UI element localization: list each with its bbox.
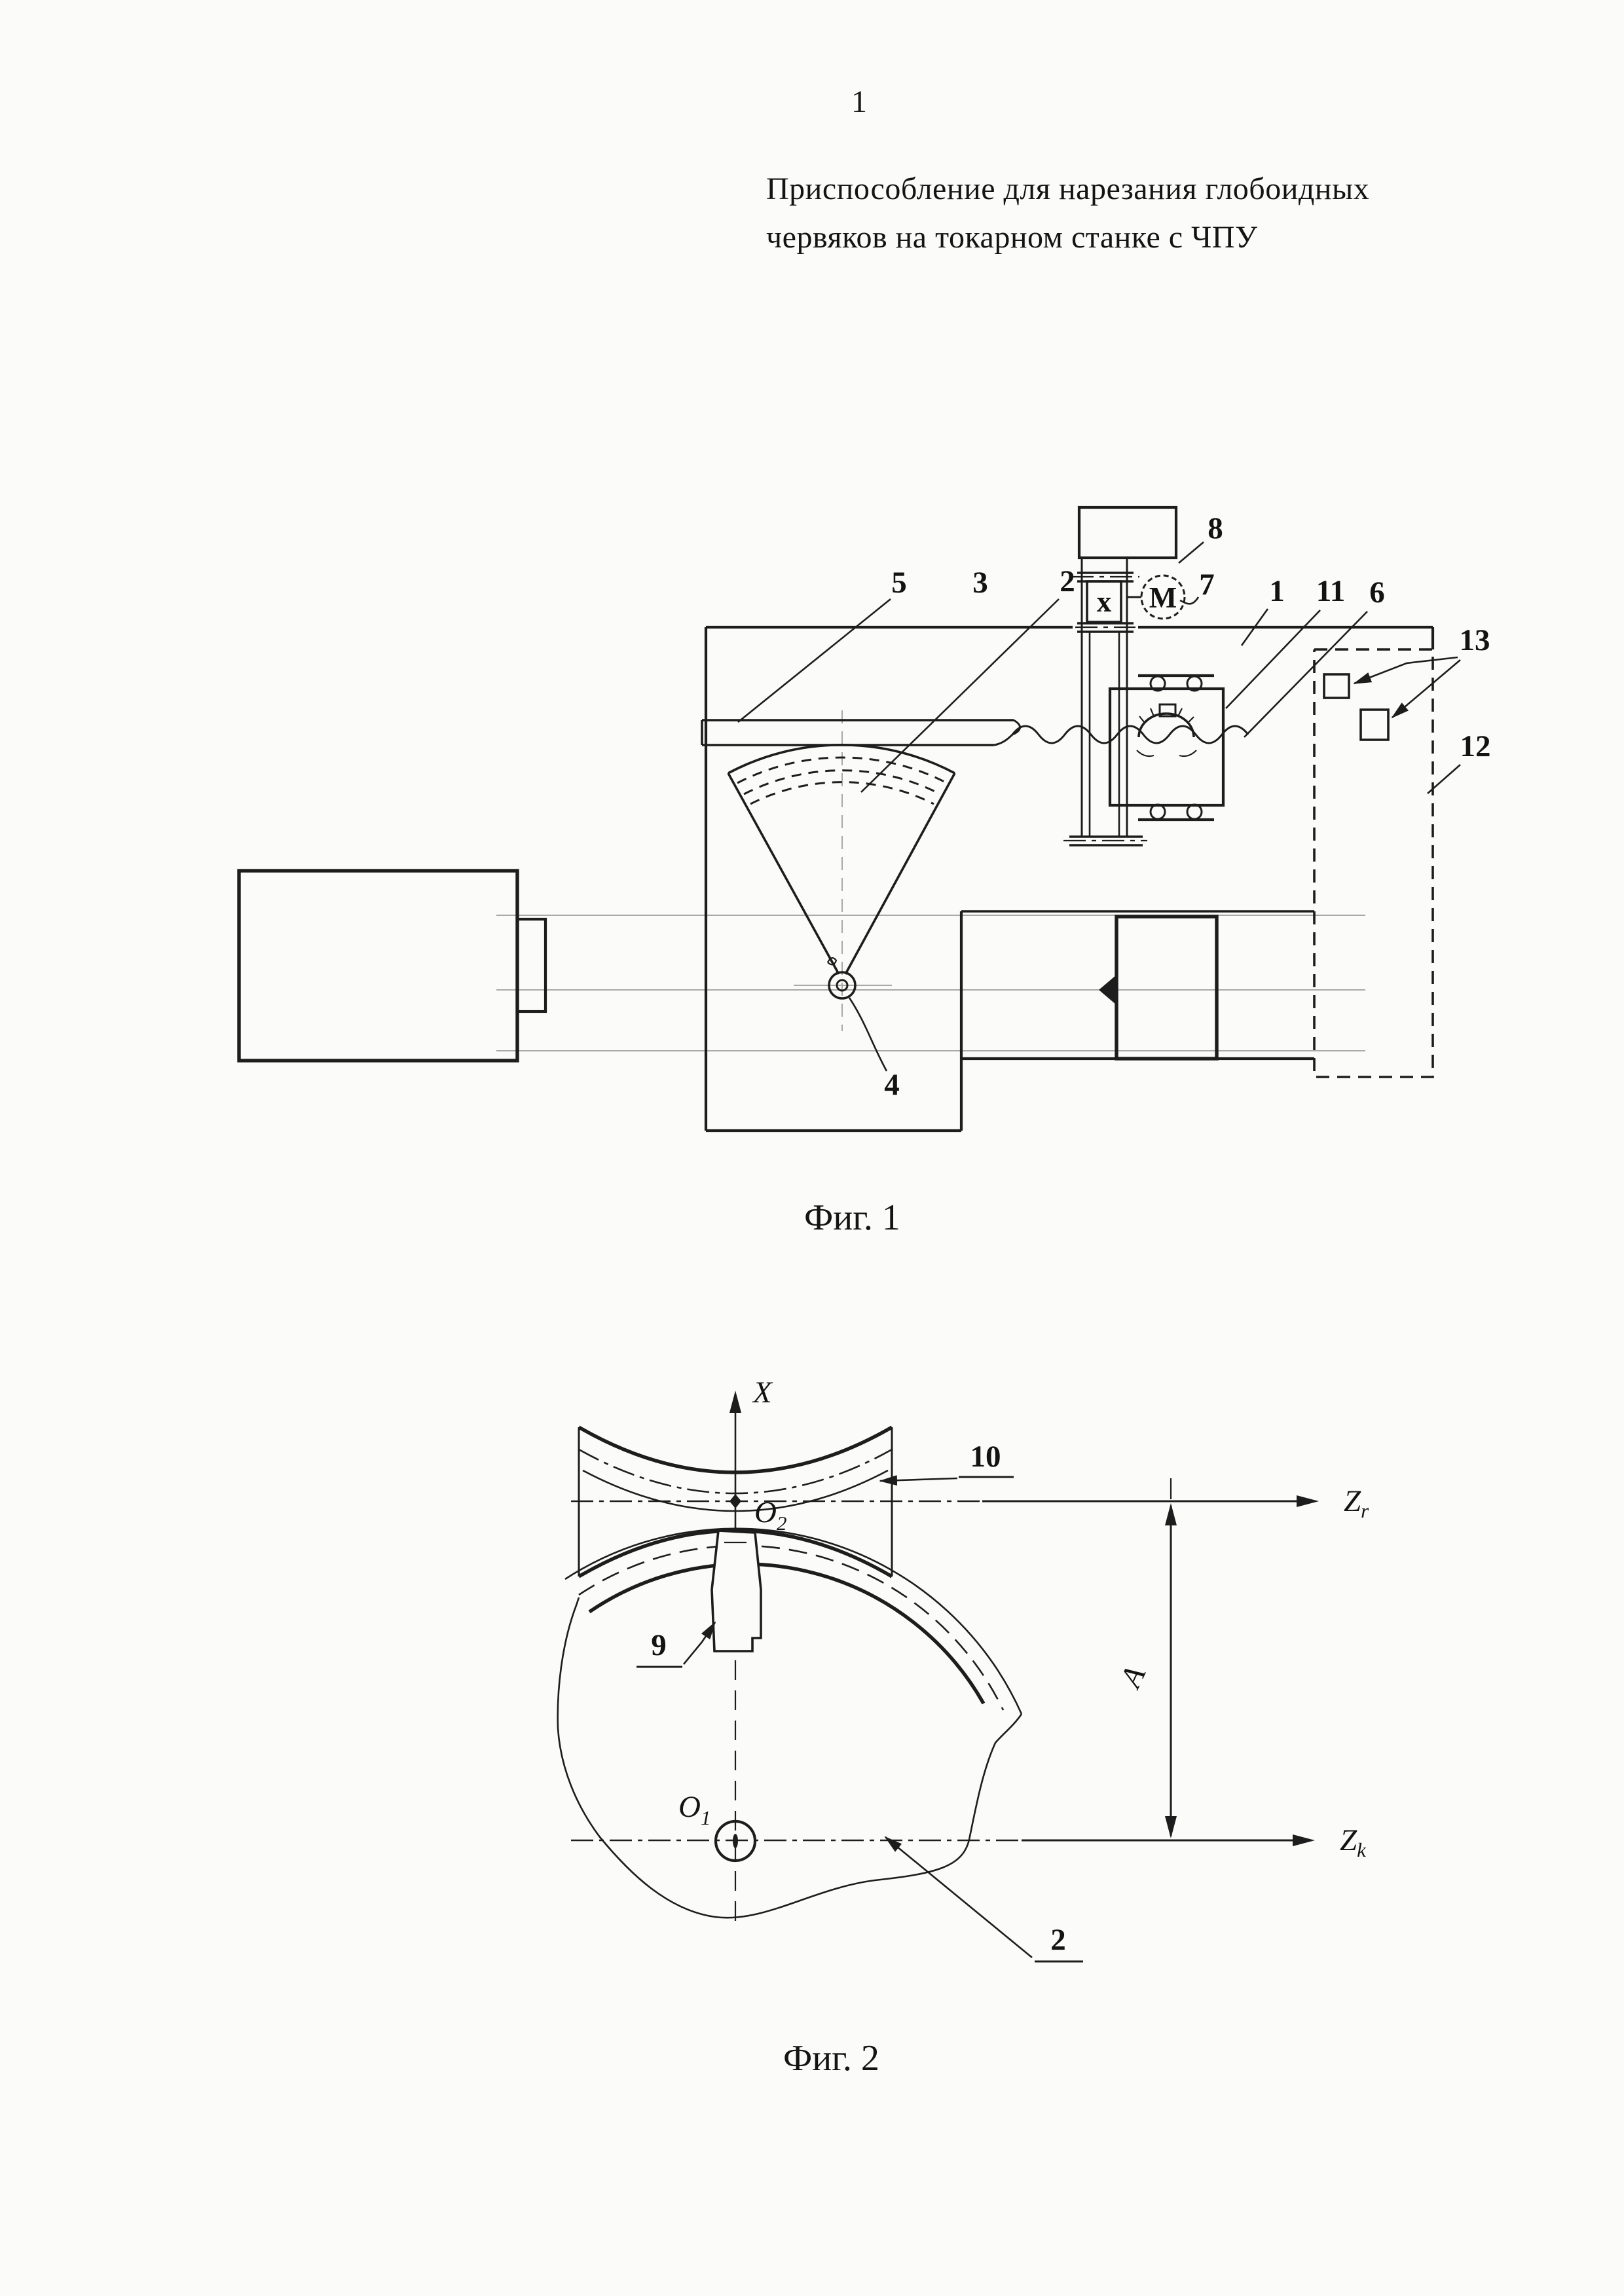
label-8: 8 xyxy=(1208,511,1223,545)
label-10: 10 xyxy=(970,1440,1001,1474)
x-axis-arrow-icon xyxy=(729,1391,741,1413)
label-4: 4 xyxy=(884,1068,900,1102)
tailstock-box xyxy=(1116,917,1217,1059)
machine-body-outline xyxy=(706,627,1433,1131)
bearing-roller-icon xyxy=(1187,805,1202,819)
zk-axis-arrow-icon xyxy=(1293,1834,1315,1846)
flexible-shaft-wavy xyxy=(1012,726,1248,743)
leader-13a xyxy=(1354,657,1458,683)
dimension-a xyxy=(1113,1478,1177,1838)
label-11: 11 xyxy=(1316,574,1346,608)
center-o2-marker xyxy=(729,1494,741,1508)
dimension-a-label: A xyxy=(1113,1661,1153,1693)
tailstock-arrow-icon xyxy=(1099,975,1116,1005)
leader-7 xyxy=(1180,597,1198,604)
leader-4 xyxy=(849,998,887,1071)
worm-wheel-rim xyxy=(558,1529,1022,1918)
wheel-break-outline xyxy=(558,1597,1022,1918)
figure-2 xyxy=(558,1376,1369,1961)
o1-label: $O_1$ xyxy=(678,1790,711,1829)
title-line-2: червяков на токарном станке с ЧПУ xyxy=(766,220,1258,255)
spindle-chuck xyxy=(517,919,545,1011)
cutter-tool xyxy=(712,1531,761,1651)
tailstock xyxy=(1099,917,1217,1059)
bearing-roller-icon xyxy=(1151,805,1165,819)
title-line-1: Приспособление для нарезания глобоидных xyxy=(766,172,1370,206)
leader-9 xyxy=(684,1622,715,1664)
label-13: 13 xyxy=(1459,623,1490,657)
dim-arrow-down-icon xyxy=(1165,1816,1177,1838)
x-axis-label: X xyxy=(753,1376,772,1410)
motor xyxy=(1128,575,1185,619)
rotation-arrow-icon xyxy=(1179,750,1196,756)
leader-2-fig2 xyxy=(885,1837,1032,1958)
zr-axis-arrow-icon xyxy=(1297,1495,1319,1507)
zr-axis-label: $Z_r$ xyxy=(1344,1484,1369,1522)
headstock-box xyxy=(239,871,517,1061)
page-number: 1 xyxy=(851,84,867,119)
dim-arrow-up-icon xyxy=(1165,1503,1177,1525)
motor-letter: М xyxy=(1149,581,1177,614)
label-12: 12 xyxy=(1460,729,1491,763)
label-9: 9 xyxy=(651,1628,667,1662)
rotation-arrow-icon xyxy=(1137,750,1154,756)
zk-axis-label: $Z_k$ xyxy=(1340,1823,1366,1861)
label-6: 6 xyxy=(1369,575,1385,610)
leader-11 xyxy=(1226,610,1320,708)
drive-box-8 xyxy=(1079,507,1176,558)
label-2-fig2: 2 xyxy=(1050,1923,1066,1957)
label-7: 7 xyxy=(1199,568,1215,602)
figure-1 xyxy=(239,507,1491,1131)
cnc-enclosure-dashed-box xyxy=(1314,649,1433,1077)
label-1: 1 xyxy=(1269,574,1285,608)
leader-5 xyxy=(738,599,891,722)
tool-bar xyxy=(702,720,1020,745)
sensor-square-2 xyxy=(1361,710,1388,740)
figure-1-caption: Фиг. 1 xyxy=(804,1197,900,1238)
label-2: 2 xyxy=(1060,564,1075,598)
leader-8 xyxy=(1179,542,1204,563)
leader-13b xyxy=(1392,660,1460,718)
x-slide-letter: х xyxy=(1096,585,1112,618)
label-3: 3 xyxy=(972,566,988,600)
o2-label: $O_2$ xyxy=(754,1495,787,1535)
sensor-square-1 xyxy=(1324,674,1349,698)
label-5: 5 xyxy=(891,566,907,600)
swinging-sector xyxy=(728,745,955,998)
figure-2-caption: Фиг. 2 xyxy=(783,2038,879,2079)
